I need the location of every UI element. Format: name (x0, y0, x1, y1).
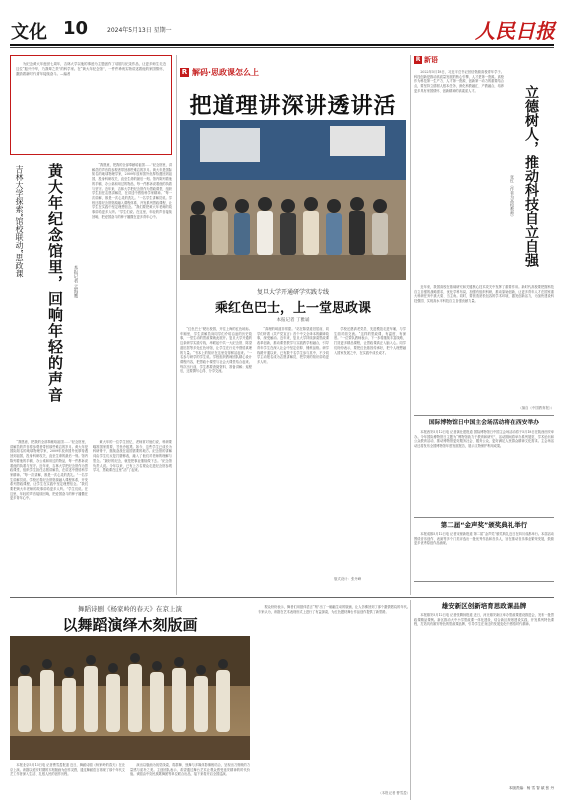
right-divider-1 (414, 415, 554, 416)
left-body-bottom-2: 黄大年的一位学生回忆，老师常对他们说，科研要瞄准国家需要，甘坐冷板凳。如今，这些学生已成长为科研骨干，继续奋战在祖国需要的地方。纪念馆的讲解词由学生们反复打磨修改，融入了他们对老师的理解与思念。“最好的纪念，就是把事业继续做下去。”纪念馆负责人说。今年以来，已有上万名观众走进纪念馆参观学习，思政课在这里“活”了起来。 (93, 440, 172, 473)
masthead (0, 0, 564, 52)
section-name: 文化 (11, 22, 47, 43)
page-number: 10 (63, 18, 89, 39)
page-editors: 本版责编：杨 雪 智 斌 张 丹 (508, 786, 554, 790)
newspaper-logo: 人民日报 (475, 19, 555, 43)
bottom-feature (10, 600, 410, 800)
news-1-title: 国际博物馆日中国主会场活动将在西安举办 (428, 420, 540, 426)
bottom-right-news (414, 600, 554, 800)
column-tag-icon: R (181, 68, 188, 76)
xinyu-tag: 新语 (424, 56, 438, 64)
dance-photo (10, 636, 250, 760)
news-1-body: 本报西安5月12日电 记者龚仕建报道 国际博物馆日中国主会场活动将于5月18日在陕西西安举办。今年国际博物馆日主题为“博物馆致力于教育和研究”，活动期间将举办系列展览、学术论坛和公众教育活动，推动博物馆更好服务社会、服务公众，更好满足人民群众精神文化需求。主会场活动还将发布全国博物馆年度发展报告，展示文物保护利用成果。 (414, 430, 554, 449)
bottom-body-1: 本报北京5月13日电 记者曹雪盈报道 近日，舞蹈诗剧《杨家岭的春天》在北京上演。该剧以延安时期的木刻版画为创作灵感，通过舞蹈语言再现了那个年代文艺工作者深入生活、扎根人民的创作历程。 (10, 763, 125, 777)
editor-note: 为纪念黄大年逝世七周年，吉林大学以他的事迹为主题创作了话剧与纪录作品，让更多师生走近这位“振兴中华，乃我辈之责”的科学家。在“黄大年纪念馆”，一件件珍贵实物讲述着他的家国情怀，激励着新时代青年接续奋斗。—编者 (16, 62, 166, 77)
xinyu-headline: 立德树人，推动科技自立自强 (523, 85, 539, 267)
news-3-body: 本报雄安5月12日电 记者张腾扬报道 近日，河北雄安新区举办思政课建设推进会，发布一批思政课精品课例。新区推动大中小学思政课一体化建设，结合新区规划建设实践，开发系列特色课程，打造具有雄安特色的思政课品牌，引导学生在身边的发展变化中感悟时代精神。 (414, 613, 554, 627)
left-body-bottom-1: “我愿意，把我的全部奉献给祖国……”纪念馆里，讲解员的声音将参观者带回那些难忘的岁月。黄大年是国际知名的地球物理学家，2009年放弃国外优厚待遇回到祖国，投身科研攻关，直至生命的最后一刻。馆内陈列着他的手稿、办公桌和用过的物品，每一件都诉说着他的执着与坚守。近年来，吉林大学把纪念馆作为思政课堂，组织学生担任志愿讲解员，在讲述中感悟科学家精神。“每一次讲解，都是一次心灵的洗礼。”一名学生讲解员说。学校还将纪念馆资源融入课程体系，开发系列思政课程，让学生在实践中坚定理想信念。“我们要把黄大年老师的故事讲给更多人听。”学生们说。在这里，年轻的声音接续回响，把爱国奋斗的种子播撒在更多青年心中。 (10, 440, 88, 501)
bottom-headline: 以舞蹈演绎木刻版画 (62, 616, 198, 634)
center-body-col-3: 学校还邀请老党员、先进模范走进车厢，与学生面对面交流。“这样的思政课，有温度、有深度。”一位带队教师表示，下一步将继续丰富线路，打造更多精品课程，让思政课真正入脑入心。同学们纷纷表示，要把红色基因传承好，把个人理想融入国家发展之中，在实践中成长成才。 (334, 327, 406, 355)
center-feature (180, 55, 406, 595)
photo-illustration (180, 120, 406, 280)
column-tag-box (180, 67, 259, 78)
bottom-body-2: 演出以版画为视觉线索，将群舞、独舞与多媒体影像相结合，呈现出刀刻般的力量感与质朴之美。主创团队表示，希望通过舞台艺术让观众感受延安精神的时代价值。该剧由中央民族歌舞团等单位联合出品，接下来将开启全国巡演。 (130, 763, 250, 777)
xinyu-tag-box (414, 55, 438, 65)
left-kicker: 吉林大学探索“馆校联动”思政课 (15, 165, 24, 278)
dance-illustration (10, 636, 250, 760)
news-3-title: 雄安新区创新培育思政课品牌 (441, 602, 527, 610)
bottom-kicker: 舞蹈诗剧《杨家岭的春天》在京上演 (78, 605, 182, 613)
bottom-section-rule (10, 597, 554, 598)
xinyu-author: 张红（作者为高校教师） (510, 175, 515, 219)
news-2-body: 本报成都5月12日电 记者宋豪新报道 第二届“金声奖”颁奖典礼近日在四川成都举行。本届活动围绕音乐创作、表演等多个门类评选出一批优秀作品和音乐人，旨在推动音乐事业繁荣发展，鼓励更多优秀原创作品涌现。 (414, 532, 554, 546)
issue-date: 2024年5月13日 星期一 (107, 27, 172, 34)
bottom-credit: （本报记者 曹雪盈） (378, 791, 410, 795)
right-column (414, 55, 554, 595)
editor-note-box (10, 55, 172, 155)
left-feature (10, 55, 172, 595)
column-divider-center (410, 55, 411, 595)
article-byline: 本报记者 丁雅诵 (276, 318, 310, 323)
classroom-photo (180, 120, 406, 280)
center-body-col-1: “红色巴士”驶出校园，开往上海的红色地标。车厢里，学生讲解员向同学们介绍沿途的历史故事，一堂生动的思政课就此展开。复旦大学开通的这条研学实践专线，串联起中共一大纪念馆、陈望道旧居等多处红色场馆，让学生在行走中感悟真理的力量。“书本上的知识在这里变得鲜活起来。”一名参与研学的学生说。学校组织教师团队精心设计课程内容，把思政小课堂与社会大课堂结合起来。每次出行前，学生都要查阅资料、准备讲解；返程后，还要撰写心得、分享交流。 (180, 327, 252, 374)
left-byline: 本报记者 孟海鹰 (73, 265, 78, 298)
xinyu-tag-icon: R (415, 56, 421, 63)
xinyu-body-bottom: 近年来，我国高校在基础研究和关键核心技术攻关中发挥了重要作用。新时代高校要把握科技自立自强的战略需求，优化学科布局，加强有组织科研，推动原始创新，让更多青年人才在国家重大科研任务中挑大梁、当主角。同时，要营造宽松包容的学术环境，激发创新活力，为加快建设科技强国、实现高水平科技自立自强贡献力量。 (414, 285, 554, 304)
bottom-body-3: 观众纷纷表示，舞者们用肢体语言“刻”出了一幅幅生动的版画，让人仿佛回到了那个激情燃烧的年代。专家认为，该剧在艺术表现形式上进行了有益探索，为红色题材舞台作品创作提供了新思路。 (258, 605, 410, 614)
xinyu-source: （摘自《中国教育报》） (518, 406, 554, 410)
article-title: 乘红色巴士，上一堂思政课 (214, 301, 371, 316)
column-divider-left (176, 55, 177, 595)
news-2-title: 第二届“金声奖”颁奖典礼举行 (440, 521, 528, 529)
column-tag: 解码·思政课怎么上 (192, 68, 260, 77)
xinyu-body-top: 2022年5月18日，习近平总书记回信勉励高校青年学子。科技创新是推动高质量发展的核心引擎，人才是第一资源。高校作为科技第一生产力、人才第一资源、创新第一动力的重要结合点，要坚持立德树人根本任务，深化科教融汇、产教融合，培养更多具有家国情怀、创新精神的高素质人才。 (414, 70, 504, 93)
left-body-top: “我愿意，把我的全部奉献给祖国……”纪念馆里，讲解员的声音将参观者带回那些难忘的岁月。黄大年是国际知名的地球物理学家，2009年放弃国外优厚待遇回到祖国，投身科研攻关，直至生命的最后一刻。馆内陈列着他的手稿、办公桌和用过的物品，每一件都诉说着他的执着与坚守。近年来，吉林大学把纪念馆作为思政课堂，组织学生担任志愿讲解员，在讲述中感悟科学家精神。“每一次讲解，都是一次心灵的洗礼。”一名学生讲解员说。学校还将纪念馆资源融入课程体系，开发系列思政课程，让学生在实践中坚定理想信念。“我们要把黄大年老师的故事讲给更多人听。”学生们说。在这里，年轻的声音接续回响，把爱国奋斗的种子播撒在更多青年心中。 (92, 163, 172, 219)
center-body-col-2: “真理的味道非常甜。”站在陈望道旧居前，同学们听着《共产党宣言》首个中文全译本的翻译故事，深受触动。近年来，复旦大学持续探索思政课改革创新，推动课堂教学与实践教学相融合，引导青年学生在深入社会中坚定信仰、锤炼品格。研学线路开通以来，已有数千名学生参与其中，不少同学主动报名成为志愿讲解员，把学到的知识讲给更多人听。 (257, 327, 329, 364)
masthead-rule-thin (10, 47, 554, 48)
right-divider-2 (414, 517, 554, 518)
column-divider-bottom (410, 600, 411, 800)
layout-credit: 版式设计：张丹峰 (334, 577, 362, 581)
right-divider-3 (414, 581, 554, 582)
left-headline: 黄大年纪念馆里，回响年轻的声音 (46, 163, 64, 403)
center-headline: 把道理讲深讲透讲活 (189, 94, 397, 119)
article-kicker: 复旦大学开通研学实践专线 (256, 289, 329, 296)
masthead-rule (10, 44, 554, 46)
